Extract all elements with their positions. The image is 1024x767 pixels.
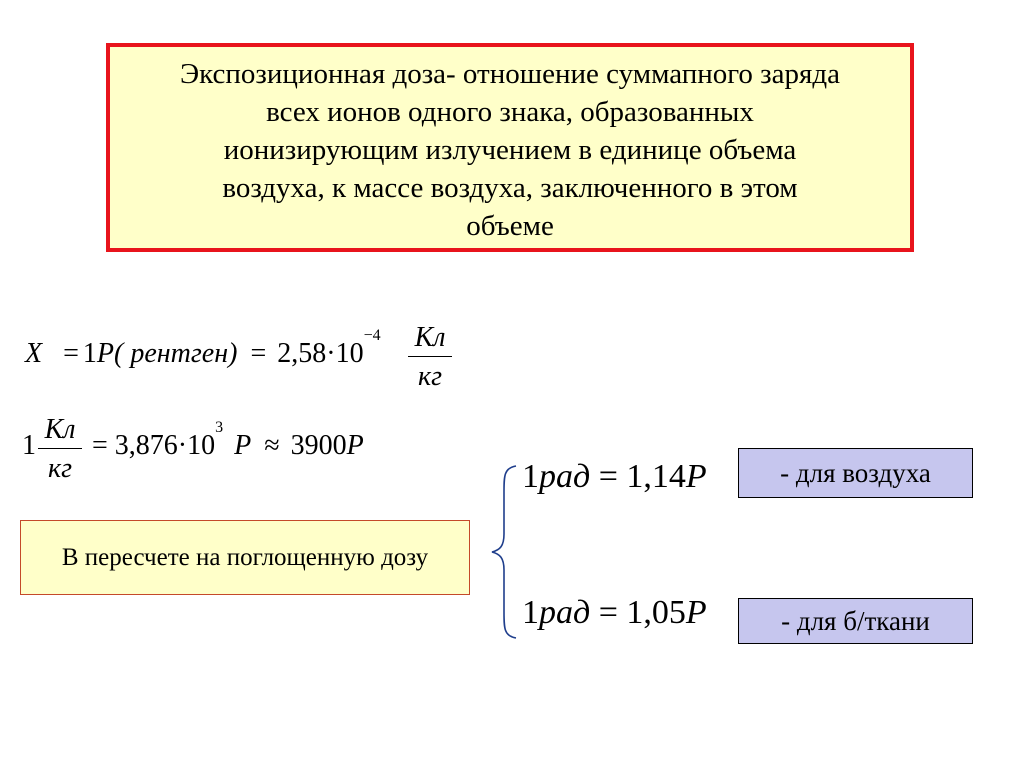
conversion-tissue-eq: =: [598, 594, 618, 631]
definition-line: Экспозиционная доза- отношение суммапного заряда: [180, 58, 840, 90]
formula1-text: [25, 326, 381, 370]
formula1-eq1: =: [63, 338, 79, 369]
conversion-tissue-result-unit: P: [685, 594, 707, 631]
conversion-tissue: [522, 594, 707, 632]
formula2-value: 3,876·10: [114, 430, 216, 461]
curly-brace-icon: [490, 462, 520, 642]
formula1-unit: P: [96, 338, 115, 369]
conversion-air-value: 1,14: [626, 458, 686, 495]
definition-line: всех ионов одного знака, образованных: [266, 96, 754, 128]
formula2-frac-den: кг: [47, 453, 73, 484]
conversion-air-unit: рад: [539, 458, 591, 495]
tag-air: [738, 448, 973, 498]
formula2-unit: P: [234, 430, 252, 461]
definition-line: объеме: [466, 210, 554, 242]
conversion-tissue-one: 1: [522, 594, 539, 631]
formula1-frac-num: Кл: [408, 322, 452, 357]
conversion-air-eq: =: [598, 458, 618, 495]
conversion-air-one: 1: [522, 458, 539, 495]
formula2-result: 3900: [290, 430, 347, 461]
formula2-fraction: [38, 414, 82, 485]
formula1-paren: ( рентген): [114, 338, 238, 369]
conversion-tissue-value: 1,05: [626, 594, 686, 631]
formula1-frac-den: кг: [417, 361, 443, 392]
tag-air-text: - для воздуха: [780, 457, 931, 488]
formula1-eq2: =: [250, 338, 267, 369]
formula2-unit2: P: [346, 430, 364, 461]
formula2-exp: 3: [215, 418, 224, 436]
conversion-air: [522, 458, 707, 496]
definition-line: ионизирующим излучением в единице объема: [223, 134, 797, 166]
formula1-lhs: X: [25, 338, 43, 369]
formula2-approx: ≈: [264, 430, 280, 461]
formula2-text: [92, 418, 364, 462]
definition-line: воздуха, к массе воздуха, заключенного в этом: [222, 172, 798, 204]
formula2-frac-num: Кл: [38, 414, 82, 449]
absorbed-dose-note-text: В пересчете на поглощенную дозу: [61, 543, 429, 571]
formula1-one: 1: [82, 338, 97, 369]
formula2-eq: =: [92, 430, 108, 461]
conversion-tissue-unit: рад: [539, 594, 591, 631]
formula2-one: 1: [22, 430, 36, 461]
formula1-exp: −4: [363, 326, 381, 344]
conversion-air-result-unit: P: [685, 458, 707, 495]
tag-tissue-text: - для б/ткани: [781, 605, 930, 636]
tag-tissue: [738, 598, 973, 644]
absorbed-dose-note: [20, 520, 470, 595]
definition-box: [106, 43, 914, 252]
formula1-fraction: [408, 322, 452, 393]
formula1-value: 2,58·10: [277, 338, 364, 369]
